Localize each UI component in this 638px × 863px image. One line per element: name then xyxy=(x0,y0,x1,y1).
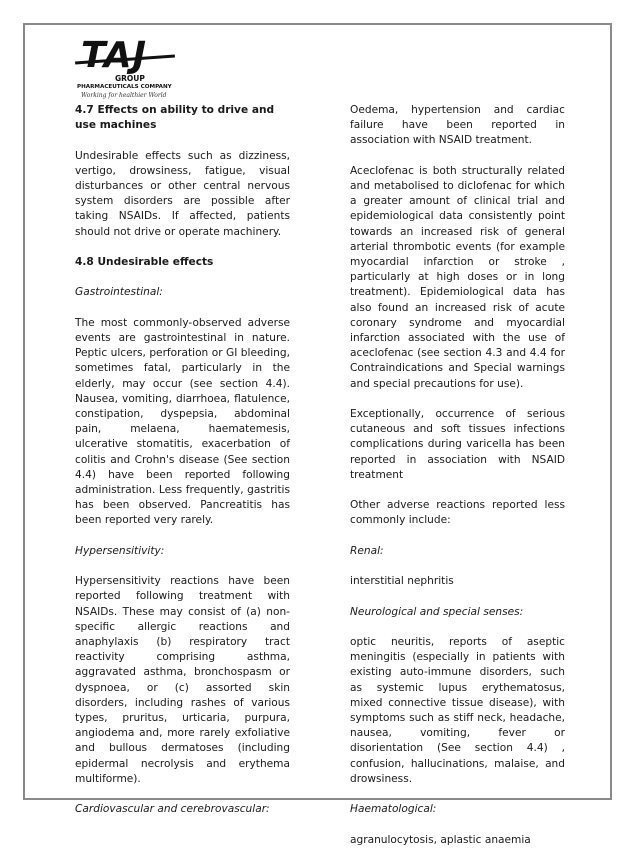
logo-tagline: Working for healthier World xyxy=(81,92,167,99)
document-page xyxy=(23,23,612,846)
varicella-paragraph: Exceptionally, occurrence of serious cutaneous and soft tissues infections complications during varicella has been reported in association with NSAID treatment xyxy=(350,408,565,481)
hypersensitivity-text: Hypersensitivity reactions have been reported following treatment with NSAIDs. These may consist of (a) non-specific allergic reactions and anaphylaxis (b) respiratory tract reactivity comprising asthma, aggravated asthma, bronchospasm or dyspnoea, or (c) assorted skin disorders, including rashes of various types, pruritus, urticaria, purpura, angiodema and, more rarely exfoliative and bullous dermatoses (including epidermal necrolysis and erythema multiforme). xyxy=(75,575,290,785)
left-column xyxy=(75,103,290,833)
renal-heading: Renal: xyxy=(350,544,384,557)
cardiovascular-heading: Cardiovascular and cerebrovascular: xyxy=(75,803,270,816)
section-4-7-heading: 4.7 Effects on ability to drive and use machines xyxy=(75,104,275,132)
hypersensitivity-heading: Hypersensitivity: xyxy=(75,544,165,557)
section-4-7-text: Undesirable effects such as dizziness, vertigo, drowsiness, fatigue, visual disturbances or other central nervous system disorders are possible after taking NSAIDs. If affected, patients should not drive or operate machinery. xyxy=(75,149,290,238)
neurological-text: optic neuritis, reports of aseptic meningitis (especially in patients with existing auto-immune disorders, such as systemic lupus erythematosus, mixed connective tissue disease), with symptoms such as stiff neck, headache, nausea, vomiting, fever or disorientation (See section 4.4) , confusion, hallucinations, malaise, and drowsiness. xyxy=(350,636,565,785)
haematological-text: agranulocytosis, aplastic anaemia xyxy=(350,833,531,846)
section-4-8-heading: 4.8 Undesirable effects xyxy=(75,256,214,268)
logo-mark: TAJ xyxy=(81,35,148,76)
oedema-paragraph: Oedema, hypertension and cardiac failure have been reported in association with NSAID treatment. xyxy=(350,104,565,147)
other-reactions-paragraph: Other adverse reactions reported less commonly include: xyxy=(350,499,565,527)
haematological-heading: Haematological: xyxy=(350,803,437,816)
neurological-heading: Neurological and special senses: xyxy=(350,605,524,618)
gastrointestinal-text: The most commonly-observed adverse events are gastrointestinal in nature. Peptic ulcers, perforation or GI bleeding, sometimes fatal, particularly in the elderly, may occur (see section 4.4). Nausea, vomiting, diarrhoea, flatulence, constipation, dyspepsia, abdominal pain, melaena, haematemesis, ulcerative stomatitis, exacerbation of colitis and Crohn's disease (See section 4.4) have been reported following administration. Less frequently, gastritis has been observed. Pancreatitis has been reported very rarely. xyxy=(75,316,290,527)
gastrointestinal-heading: Gastrointestinal: xyxy=(75,286,163,299)
logo-company-text: PHARMACEUTICALS COMPANY xyxy=(77,84,172,90)
right-column xyxy=(350,103,565,863)
aceclofenac-paragraph: Aceclofenac is both structurally related and metabolised to diclofenac for which a greater amount of clinical trial and epidemiological data consistently point towards an increased risk of general arterial thrombotic events (for example myocardial infarction or stroke , particularly at high doses or in long treatment). Epidemiological data has also found an increased risk of acute coronary syndrome and myocardial infarction associated with the use of aceclofenac (see section 4.3 and 4.4 for Contraindications and Special warnings and special precautions for use). xyxy=(350,164,565,390)
taj-group-logo xyxy=(75,36,185,108)
renal-text: interstitial nephritis xyxy=(350,575,454,588)
logo-group-text: GROUP xyxy=(115,74,145,83)
